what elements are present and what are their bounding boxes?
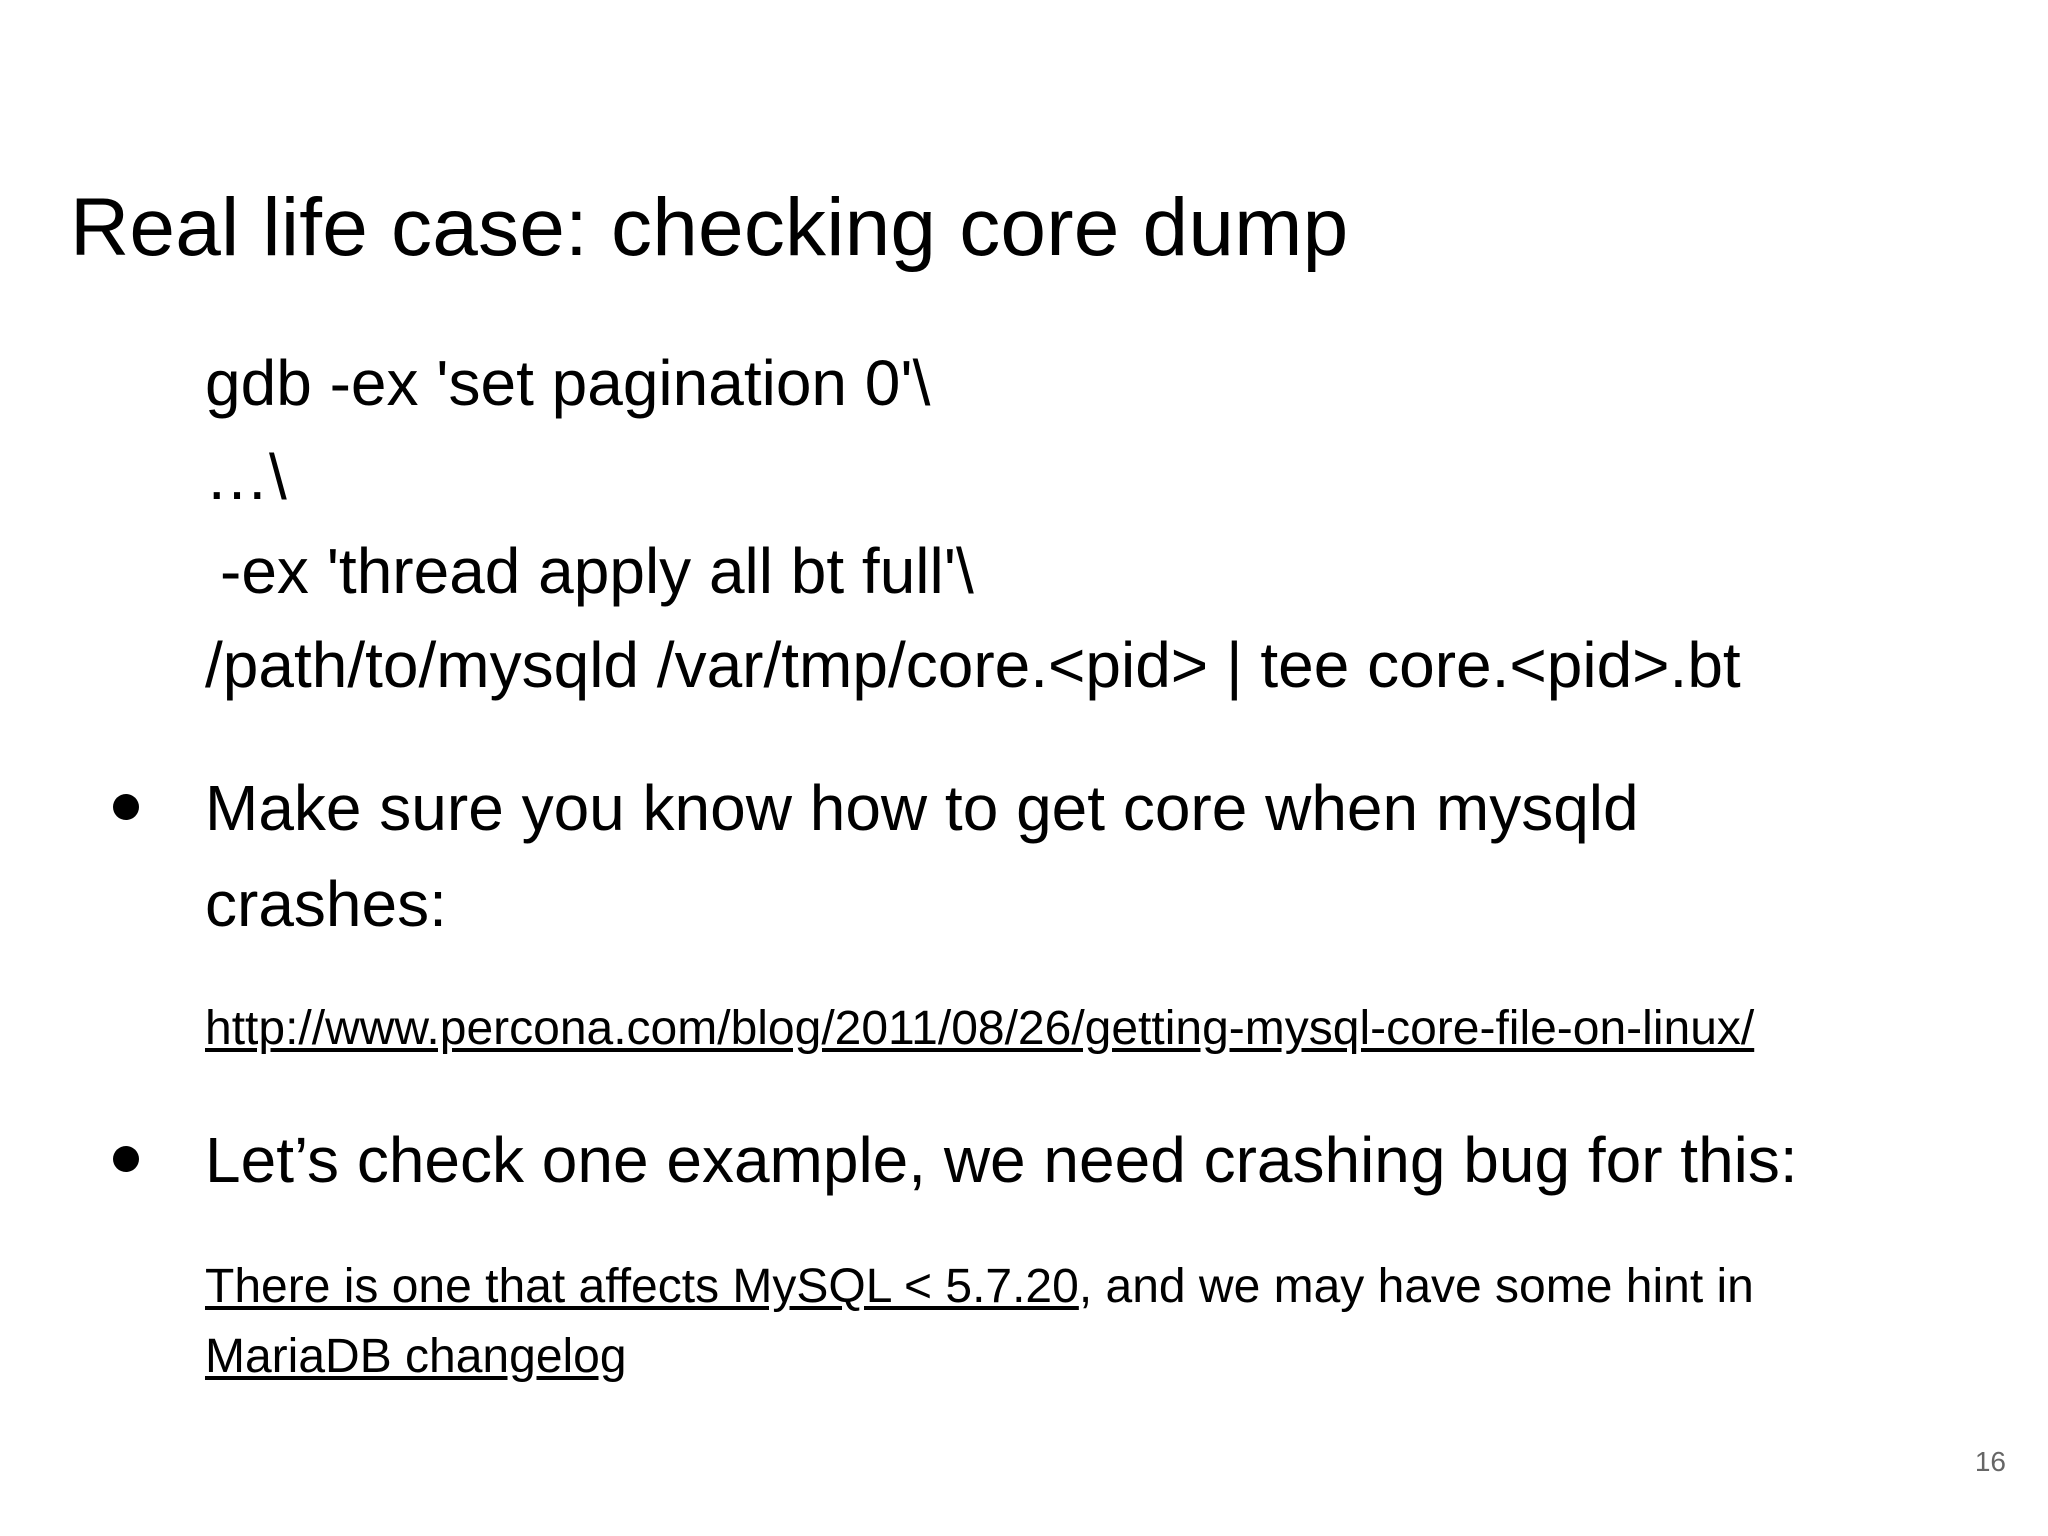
code-line-1: gdb -ex 'set pagination 0'\	[205, 347, 931, 419]
bullet-2-detail-line-2	[205, 1322, 627, 1392]
bullet-1-text-line-2: crashes:	[205, 868, 447, 940]
bullet-2-detail-line-1	[205, 1252, 1754, 1322]
slide-title: Real life case: checking core dump	[70, 182, 1349, 273]
bullet-icon	[113, 794, 139, 820]
page-number: 16	[1974, 1446, 2006, 1477]
code-line-3: -ex 'thread apply all bt full'\	[220, 535, 974, 607]
bullet-icon	[113, 1146, 139, 1172]
bullet-1-text-line-1: Make sure you know how to get core when mysqld	[205, 772, 1639, 844]
bullet-2-text: Let’s check one example, we need crashing bug for this:	[205, 1124, 1798, 1196]
bullet-1-link-line	[205, 994, 1754, 1064]
mysql-bug-link[interactable]: There is one that affects MySQL < 5.7.20	[205, 1260, 1079, 1313]
bullet-2-detail-text: , and we may have some hint in	[1078, 1260, 1754, 1313]
percona-core-file-link[interactable]: http://www.percona.com/blog/2011/08/26/getting-mysql-core-file-on-linux/	[205, 1002, 1755, 1055]
code-line-4: /path/to/mysqld /var/tmp/core.<pid> | tee core.<pid>.bt	[205, 629, 1741, 701]
mariadb-changelog-link[interactable]: MariaDB changelog	[205, 1330, 627, 1383]
code-line-2: …\	[205, 441, 287, 513]
